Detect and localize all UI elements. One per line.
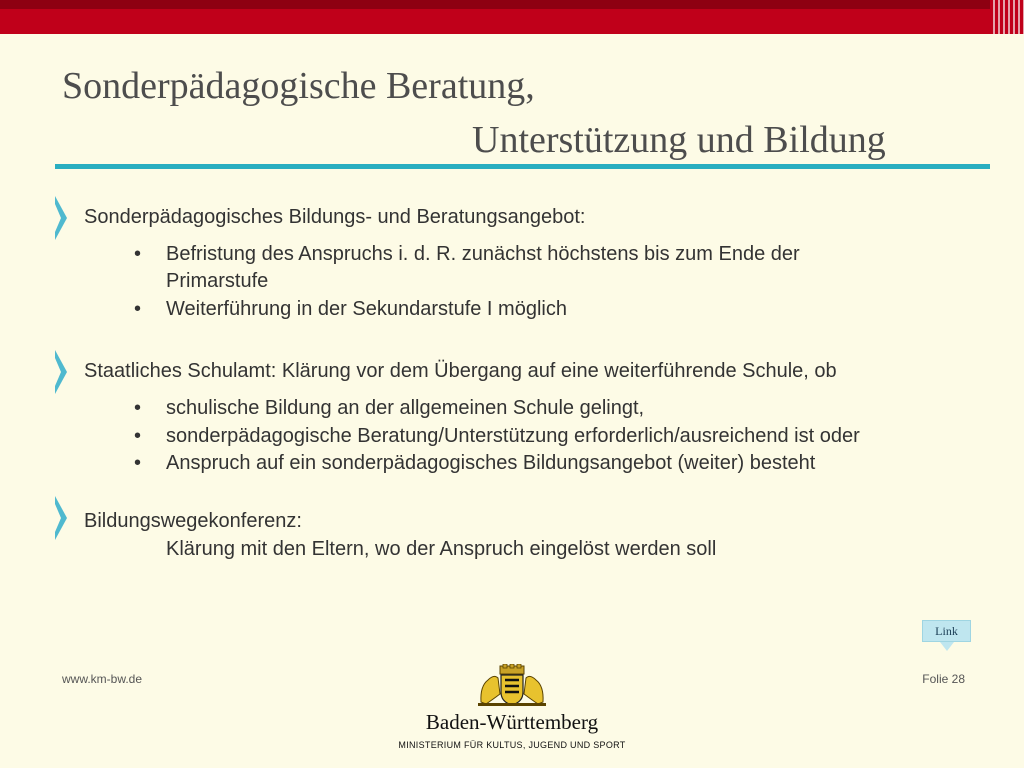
logo-ministry-name: MINISTERIUM FÜR KULTUS, JUGEND UND SPORT xyxy=(398,740,626,750)
bullet-text-continued: Primarstufe xyxy=(166,270,269,292)
section-heading: Staatliches Schulamt: Klärung vor dem Übergang auf eine weiterführende Schule, ob xyxy=(84,360,837,382)
bullet-text: sonderpädagogische Beratung/Unterstützung erforderlich/ausreichend ist oder xyxy=(166,425,860,447)
link-button[interactable]: Link xyxy=(922,620,971,642)
slide-title-line2: Unterstützung und Bildung xyxy=(472,119,886,161)
slide-title-line1: Sonderpädagogische Beratung, xyxy=(62,65,535,107)
section-heading: Bildungswegekonferenz: xyxy=(84,510,302,532)
logo-state-name: Baden-Württemberg xyxy=(425,710,599,734)
bullet-marker: • xyxy=(134,397,142,419)
top-banner-stripes xyxy=(990,0,1024,34)
section-arrow-icon xyxy=(55,350,67,394)
section-text: Klärung mit den Eltern, wo der Anspruch eingelöst werden soll xyxy=(166,538,717,560)
bullet-marker: • xyxy=(134,243,142,265)
bullet-marker: • xyxy=(134,452,142,474)
top-banner-edge xyxy=(0,0,1024,9)
title-underline xyxy=(55,164,990,169)
bullet-text: Anspruch auf ein sonderpädagogisches Bildungsangebot (weiter) besteht xyxy=(166,452,816,474)
bullet-text: Weiterführung in der Sekundarstufe I möglich xyxy=(166,298,567,320)
link-button-pointer xyxy=(940,642,954,651)
coat-of-arms-icon xyxy=(476,664,548,706)
bullet-text: Befristung des Anspruchs i. d. R. zunächst höchstens bis zum Ende der xyxy=(166,243,800,265)
bullet-marker: • xyxy=(134,298,142,320)
bullet-marker: • xyxy=(134,425,142,447)
footer-url: www.km-bw.de xyxy=(62,672,143,686)
section-arrow-icon xyxy=(55,496,67,540)
section-arrow-icon xyxy=(55,196,67,240)
slide-number: Folie 28 xyxy=(922,672,965,686)
section-heading: Sonderpädagogisches Bildungs- und Beratungsangebot: xyxy=(84,206,586,228)
bullet-text: schulische Bildung an der allgemeinen Schule gelingt, xyxy=(166,397,645,419)
